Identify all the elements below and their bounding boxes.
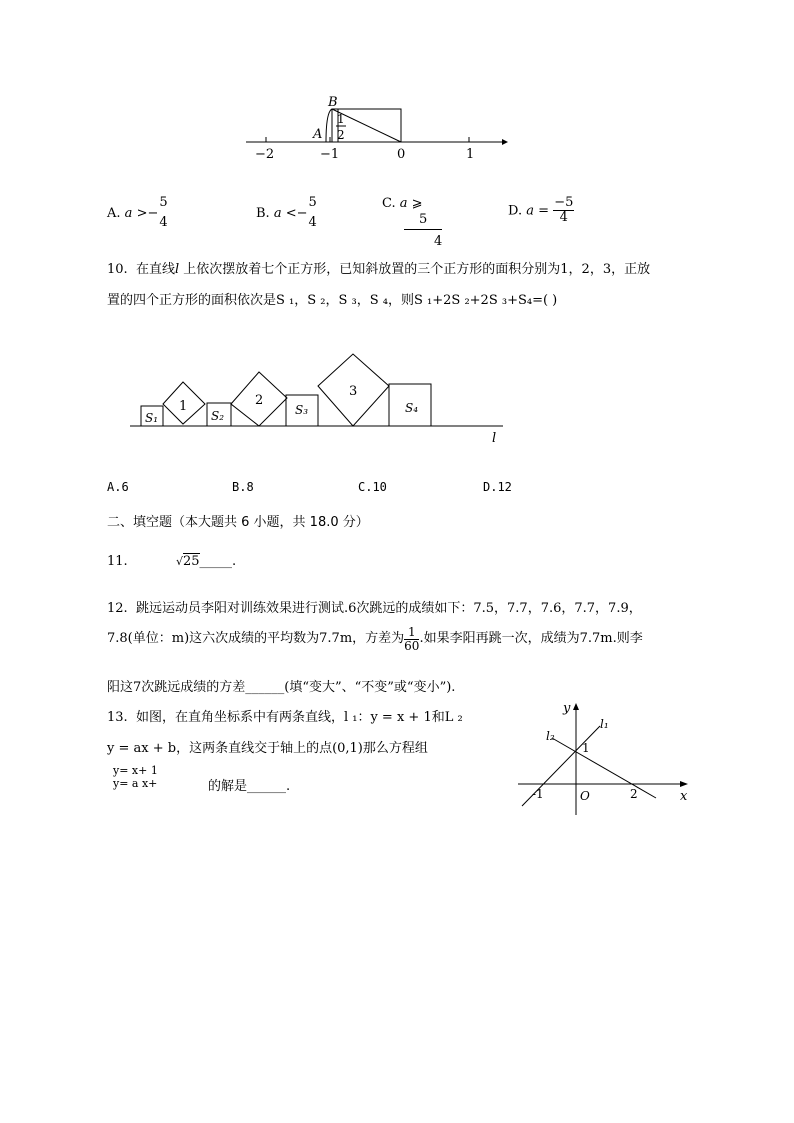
label-l: l	[492, 431, 497, 446]
label-s2: S₂	[211, 409, 225, 423]
x-neg1-label: -1	[532, 787, 544, 801]
q10-option-c[interactable]: C.10	[358, 480, 387, 494]
point-b-label: B	[328, 95, 338, 110]
q12-line3: 阳这7次跳远成绩的方差______(填“变大”、“不变”或“变小”).	[107, 680, 456, 695]
number-line-figure	[240, 90, 510, 165]
tick-neg2: −2	[255, 147, 275, 162]
radicand: 25	[182, 554, 200, 569]
origin-label: O	[580, 789, 590, 803]
label-s4: S₄	[405, 401, 419, 415]
x-2-label: 2	[630, 787, 638, 801]
q13-answer: 的解是______.	[208, 779, 291, 794]
point-a-label: A	[313, 127, 323, 142]
q10-option-b[interactable]: B.8	[232, 480, 254, 494]
coordinate-graph	[510, 700, 700, 820]
q11-blank: _____.	[199, 554, 237, 569]
q10-option-d[interactable]: D.12	[483, 480, 512, 494]
label-1: 1	[179, 399, 188, 414]
section2-title: 二、填空题（本大题共 6 小题，共 18.0 分）	[107, 515, 369, 530]
squares-figure	[125, 350, 515, 450]
q12-line1: 12. 跳远运动员李阳对训练效果进行测试.6次跳远的成绩如下：7.5，7.7，7.6，7.7，7.9，	[107, 601, 642, 616]
y-intercept-label: 1	[582, 741, 590, 755]
radical-symbol: √	[175, 555, 183, 568]
fraction-den: 2	[337, 128, 345, 142]
option-a[interactable]: A. a >− 5 4	[107, 195, 168, 231]
line-l2-label: l₂	[546, 729, 555, 743]
q12-line2: 7.8(单位：m)这六次成绩的平均数为7.7m，方差为 $\frac{1}{60}$ .如果李阳再跳一次，成绩为7.7m.则李	[107, 625, 643, 654]
equation-system: y= x+ 1 y= a x+	[113, 764, 158, 790]
label-3: 3	[349, 384, 358, 399]
q10-option-a[interactable]: A.6	[107, 480, 129, 494]
line-l1-label: l₁	[600, 717, 609, 731]
tick-1: 1	[466, 147, 475, 162]
q10-line2: 置的四个正方形的面积依次是S ₁，S ₂，S ₃，S ₄，则S ₁+2S ₂+2S ₃+S₄=( )	[107, 293, 558, 308]
label-2: 2	[255, 393, 264, 408]
fraction-num: 1	[337, 112, 345, 126]
tick-0: 0	[397, 147, 406, 162]
option-c-fraction: 5 4	[404, 212, 442, 251]
q13-line2: y = ax + b，这两条直线交于轴上的点(0,1)那么方程组	[107, 741, 428, 756]
q10-line1: 10. 在直线l 上依次摆放着七个正方形，已知斜放置的三个正方形的面积分别为1，2，3，正放	[107, 262, 651, 277]
axis-x-label: x	[680, 789, 688, 804]
label-s3: S₃	[295, 403, 309, 417]
q11: 11. √25_____.	[107, 554, 237, 569]
option-d[interactable]: D. a = $\frac{-5}{4}$	[508, 195, 574, 226]
tick-neg1: −1	[320, 147, 340, 162]
label-s1: S₁	[145, 411, 159, 425]
option-b[interactable]: B. a <− 5 4	[256, 195, 317, 231]
option-c[interactable]: C. a ⩾	[382, 196, 423, 211]
axis-y-label: y	[563, 701, 571, 716]
q13-line1: 13. 如图，在直角坐标系中有两条直线，l ₁：y = x + 1和L ₂	[107, 710, 463, 725]
